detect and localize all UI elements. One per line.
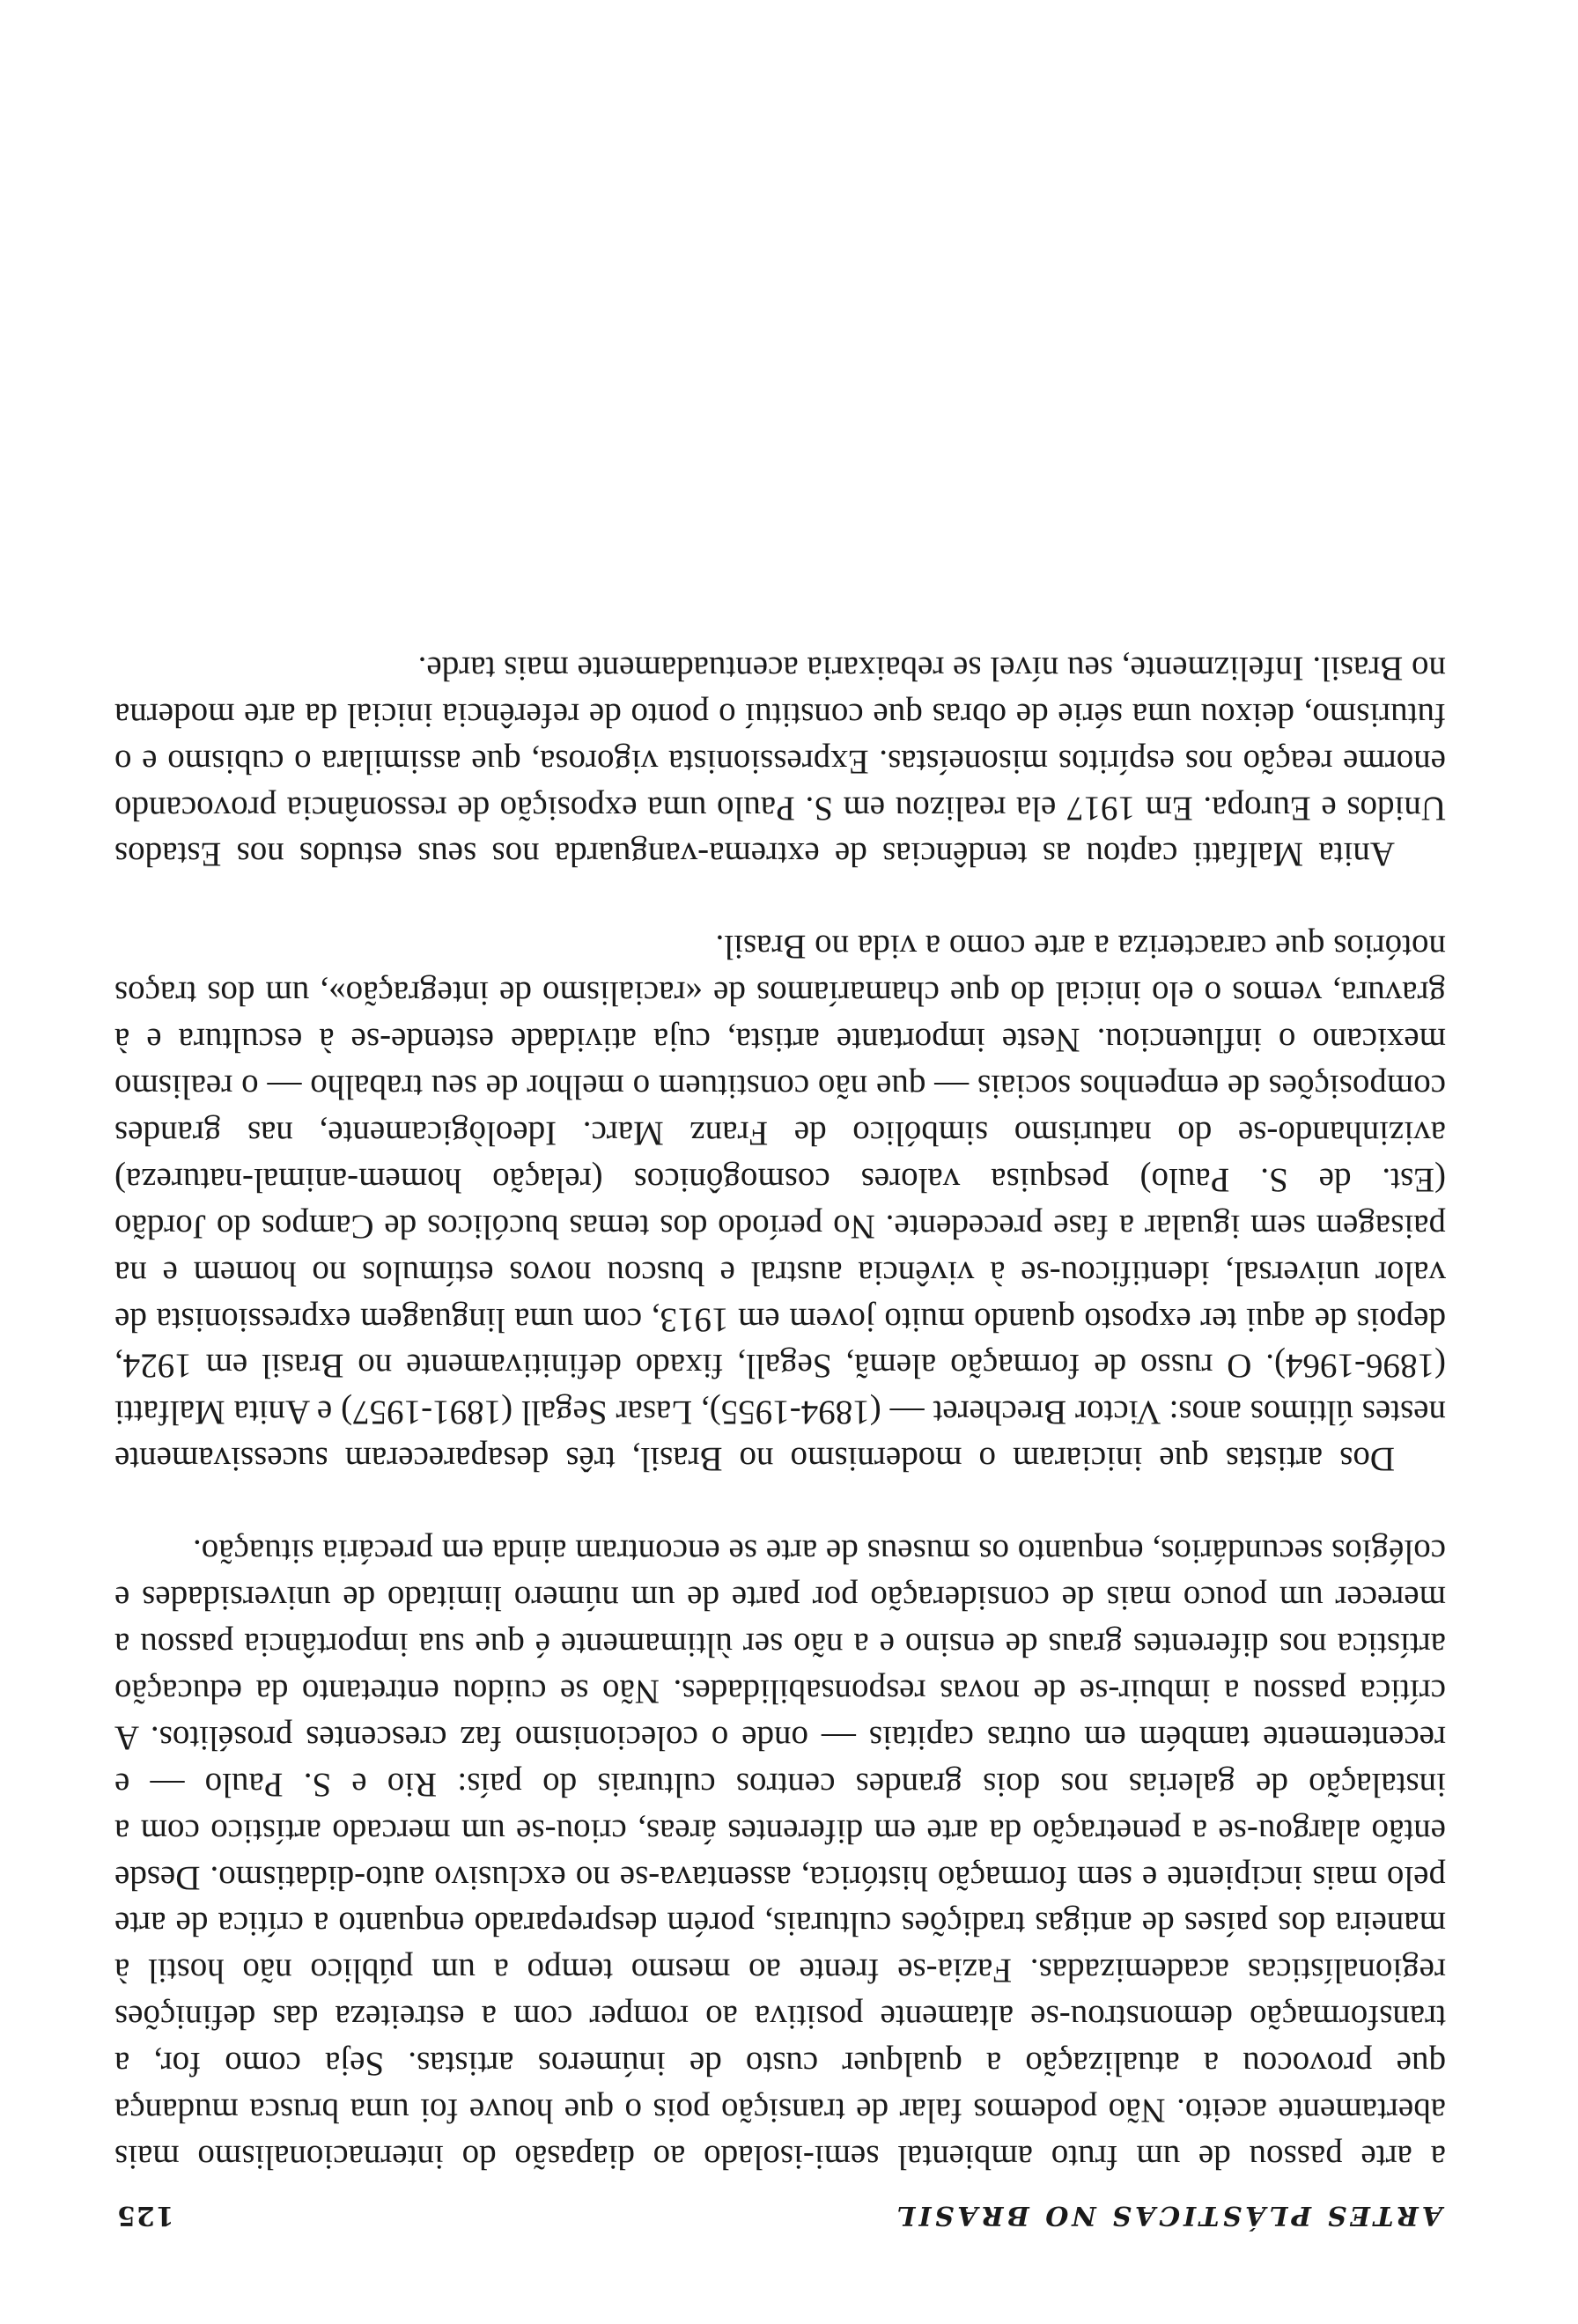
paragraph: a arte passou de um fruto ambiental semi-isolado ao diapasão do internacionalismo mais abertamente aceito. Não podemos falar de transição pois o que houve foi uma brusca mudança que provocou a atualização a qualquer custo de inúmeros artistas. Seja como for, a transformação demonstrou-se altamente positiva ao romper com a estreiteza das definições regionalísticas academizadas. Fazia-se frente ao mesmo tempo a um público não hostil à maneira dos países de antigas tradições culturais, porém despreparado enquanto a crítica de arte pelo mais incipiente e sem formação histórica, assentava-se no exclusivo auto-didatismo. Desde então alargou-se a penetração da arte em diferentes áreas, criou-se um mercado artístico com a instalação de galerias nos dois grandes centros culturais do país: Rio e S. Paulo — e recentemente também em outras capitais — onde o colecionismo faz crescentes prosélitos. A crítica passou a imbuir-se de novas responsabilidades. Não se cuidou entretanto da educação artística nos diferentes graus de ensino e a não ser ùltimamente é que sua importância passou a merecer um pouco mais de consideração por parte de um número limitado de universidades e colégios secundários, enquanto os museus de arte se encontram ainda em precária situação. xyxy=(114,1533,1446,2176)
page-number: 125 xyxy=(116,2200,174,2231)
paragraph: Dos artistas que iniciaram o modernismo no Brasil, três desapareceram sucessivamente nestes últimos anos: Victor Brecheret — (1894-1955), Lasar Segall (1891-1957) e Anita Malfatti (1896-1964). O russo de formação alemã, Segall, fixado definitivamente no Brasil em 1924, depois de aqui ter exposto quando muito jovem em 1913, com uma linguagem expressionista de valor universal, identificou-se à vivência austral e buscou novos estímulos no homem e na paisagem sem igualar a fase precedente. No período dos temas bucólicos de Campos do Jordão (Est. de S. Paulo) pesquisa valores cosmogônicos (relação homem-animal-natureza) avizinhando-se do naturismo simbólico de Franz Marc. Ideològicamente, nas grandes composições de empenhos sociais — que não constituem o melhor de seu trabalho — o realismo mexicano o influenciou. Neste importante artista, cuja atividade estende-se à escultura e à gravura, vemos o elo inicial do que chamaríamos de «racialismo de integração», um dos traços notórios que caracteriza a arte como a vida no Brasil. xyxy=(114,928,1446,1479)
paragraph: Anita Malfatti captou as tendências de extrema-vanguarda nos seus estudos nos Estados Unidos e Europa. Em 1917 ela realizou em S. Paulo uma exposição de ressonância provocando enorme reação nos espíritos misoneístas. Expressionista vigorosa, que assimilara o cubismo e o futurismo, deixou uma série de obras que constituí o ponto de referência inicial da arte moderna no Brasil. Infelizmente, seu nível se rebaixaria acentuadamente mais tarde. xyxy=(114,649,1446,874)
running-head: ARTES PLÁSTICAS NO BRASIL xyxy=(893,2200,1442,2231)
page-header xyxy=(116,2192,1442,2231)
body-text xyxy=(114,644,1446,2180)
